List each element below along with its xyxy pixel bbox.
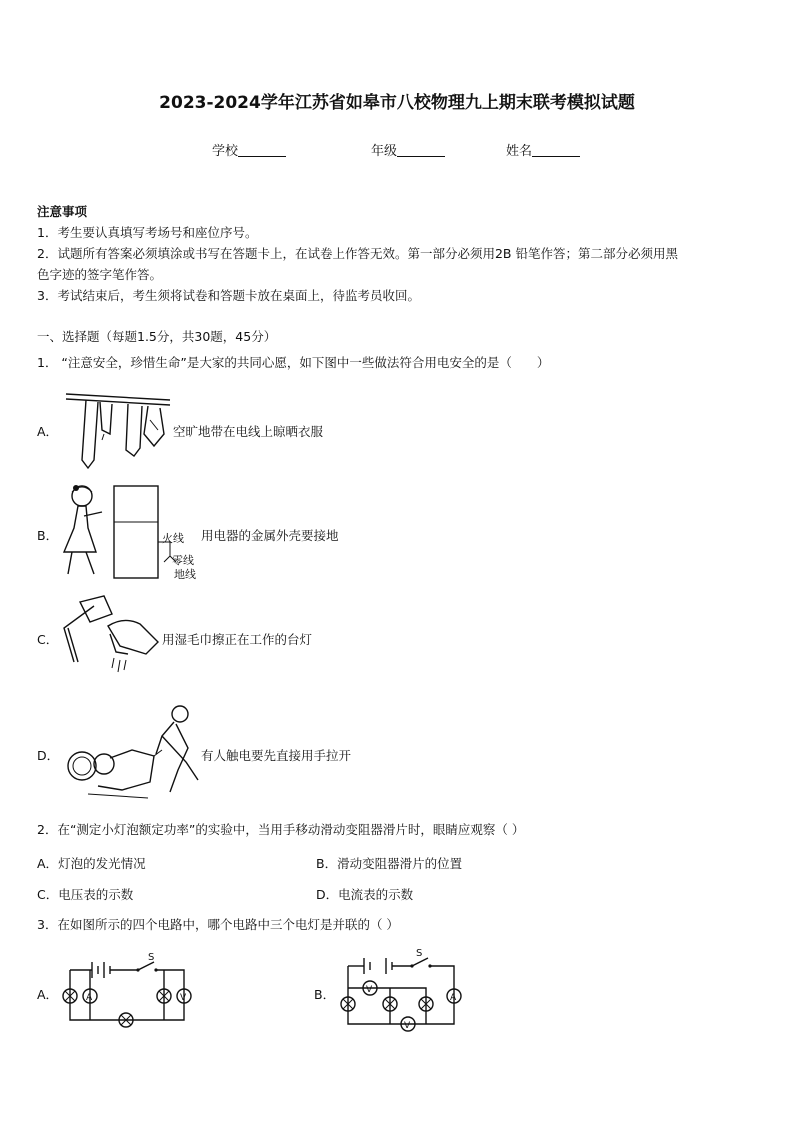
circuit-a-diagram — [60, 950, 194, 1034]
circuit-b-switch-label: S — [416, 948, 423, 959]
q1-option-d-text: 有人触电要先直接用手拉开 — [201, 748, 352, 763]
circuit-a-switch-label: S — [148, 952, 155, 963]
q2-option-c-label: C． — [37, 887, 59, 902]
notice-item-2-cont: 色字迹的签字笔作答。 — [37, 267, 163, 282]
q3-option-a-label: A． — [37, 987, 59, 1002]
q2-option-b-label: B． — [316, 856, 338, 871]
q1-option-b-label: B． — [37, 528, 59, 543]
q2-option-d-label: D． — [316, 887, 339, 902]
q2-option-a-label: A． — [37, 856, 59, 871]
grounded-fridge-figure — [56, 482, 202, 582]
q1-option-c-label: C． — [37, 632, 59, 647]
q2-option-d-text: 电流表的示数 — [338, 887, 414, 902]
desk-lamp-figure — [60, 592, 164, 684]
q2-stem: 2．在“测定小灯泡额定功率”的实验中，当用手移动滑动变阻器滑片时，眼睛应观察（ ） — [37, 822, 525, 837]
q1-option-b-text: 用电器的金属外壳要接地 — [201, 528, 339, 543]
school-field — [212, 140, 286, 159]
circuit-a-voltmeter-symbol: V — [180, 993, 187, 1003]
name-field — [506, 140, 580, 159]
circuit-a-ammeter-symbol: A — [86, 993, 93, 1003]
clothesline-figure — [64, 390, 172, 472]
grade-blank[interactable] — [397, 144, 445, 157]
q1-option-a-label: A． — [37, 424, 59, 439]
circuit-b-diagram — [334, 948, 468, 1036]
q1-stem: 1． “注意安全，珍惜生命”是大家的共同心愿，如下图中一些做法符合用电安全的是（ ） — [37, 355, 550, 370]
neutral-wire-label: 零线 — [172, 554, 194, 567]
grade-label: 年级 — [371, 144, 398, 159]
q2-option-c — [37, 885, 133, 903]
q2-option-b-text: 滑动变阻器滑片的位置 — [337, 856, 463, 871]
notice-item-1: 1．考生要认真填写考场号和座位序号。 — [37, 225, 258, 240]
q2-option-c-text: 电压表的示数 — [58, 887, 134, 902]
school-label: 学校 — [212, 144, 239, 159]
circuit-b-ammeter-symbol: A — [450, 993, 457, 1003]
q2-option-a-text: 灯泡的发光情况 — [58, 856, 146, 871]
q1-option-a-text: 空旷地带在电线上晾晒衣服 — [173, 424, 324, 439]
page-title: 2023-2024学年江苏省如皋市八校物理九上期末联考模拟试题 — [159, 93, 635, 113]
q1-option-c-text: 用湿毛巾擦正在工作的台灯 — [162, 632, 313, 647]
notice-heading: 注意事项 — [37, 204, 88, 219]
school-blank[interactable] — [238, 144, 286, 157]
electric-shock-rescue-figure — [58, 700, 202, 804]
circuit-b-voltmeter-top-symbol: V — [366, 985, 373, 995]
name-blank[interactable] — [532, 144, 580, 157]
notice-item-3: 3．考试结束后，考生须将试卷和答题卡放在桌面上，待监考员收回。 — [37, 288, 420, 303]
live-wire-label: 火线 — [162, 532, 184, 545]
name-label: 姓名 — [506, 144, 533, 159]
grade-field — [371, 140, 445, 159]
section-heading: 一、选择题（每题1.5分，共30题，45分） — [37, 329, 277, 344]
circuit-b-voltmeter-bottom-symbol: V — [404, 1021, 411, 1031]
ground-wire-label: 地线 — [174, 568, 196, 581]
q1-option-d-label: D． — [37, 748, 60, 763]
q2-option-a — [37, 854, 146, 872]
q2-option-d — [316, 885, 413, 903]
q2-option-b — [316, 854, 462, 872]
q3-option-b-label: B． — [314, 987, 336, 1002]
notice-item-2: 2．试题所有答案必须填涂或书写在答题卡上，在试卷上作答无效。第一部分必须用2B 铅笔作答；第二部分必须用黑 — [37, 246, 678, 261]
q3-stem: 3．在如图所示的四个电路中，哪个电路中三个电灯是并联的（ ） — [37, 917, 399, 932]
